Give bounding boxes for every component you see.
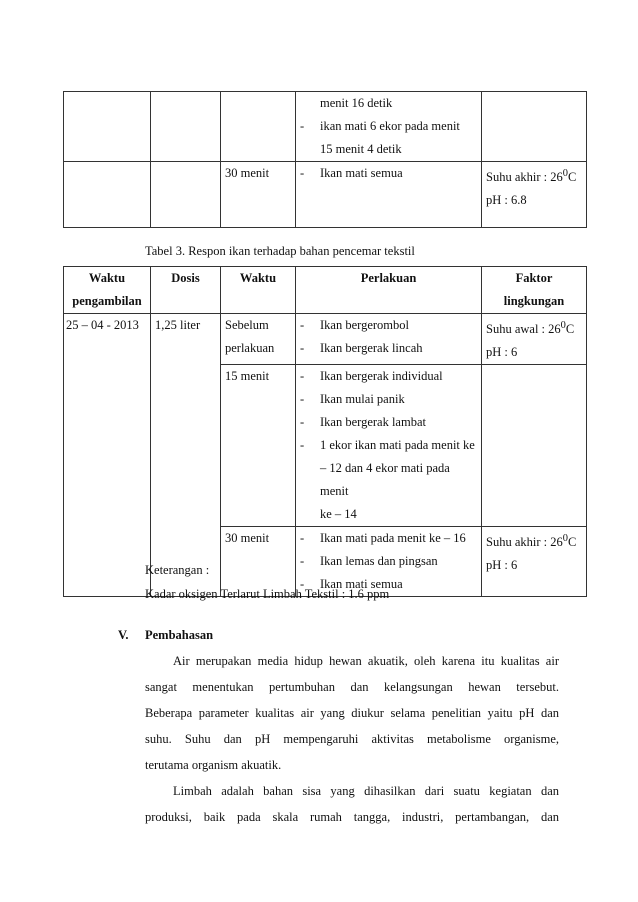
paragraph-1: Air merupakan media hidup hewan akuatik, oleh karena itu kualitas air sangat menentukan pertumbuhan dan kelangsungan hewan tersebut. Beberapa parameter kualitas air yang diukur selama penelitian yaitu pH dan suhu. Suhu dan pH mempengaruhi aktivitas metabolisme organisme, terutama organism akuatik. [145,654,559,772]
table-row: 15 menit - Ikan bergerak individual - Ikan mulai panik - Ikan bergerak lambat - 1 ekor ikan mati pada menit ke – 12 dan 4 ekor mati pada menit ke – 14 [64,365,587,527]
section-title: Pembahasan [145,628,214,642]
table-caption: Tabel 3. Respon ikan terhadap bahan pencemar tekstil [145,244,415,258]
notes-label: Keterangan : [145,563,210,577]
table-row: 30 menit - Ikan mati semua Suhu akhir : $26^0C$ pH : 6.8 [64,162,587,228]
section-number: V. [118,628,129,642]
continued-table [63,91,587,228]
table-header-row: Waktu pengambilan Dosis Waktu Perlakuan Faktor lingkungan [64,267,587,314]
perlakuan-list: menit 16 detik - ikan mati 6 ekor pada menit 15 menit 4 detik [300,92,477,161]
table-3 [63,266,587,597]
table-row: 25 – 04 - 2013 1,25 liter Sebelum perlakuan - Ikan bergerombol - Ikan bergerak lincah Suhu awal : $26^0C$ pH : 6 [64,314,587,365]
paragraph-2: Limbah adalah bahan sisa yang dihasilkan dari suatu kegiatan dan produksi, baik pada skala rumah tangga, industri, pertambangan, dan [145,784,559,824]
table-row [64,92,587,162]
table-row: 30 menit - Ikan mati pada menit ke – 16 - Ikan lemas dan pingsan - Ikan mati semua Suhu akhir : $26^0C$ pH : 6 [64,527,587,597]
oxygen-note: Kadar oksigen Terlarut Limbah Tekstil : 1.6 ppm [145,587,390,601]
